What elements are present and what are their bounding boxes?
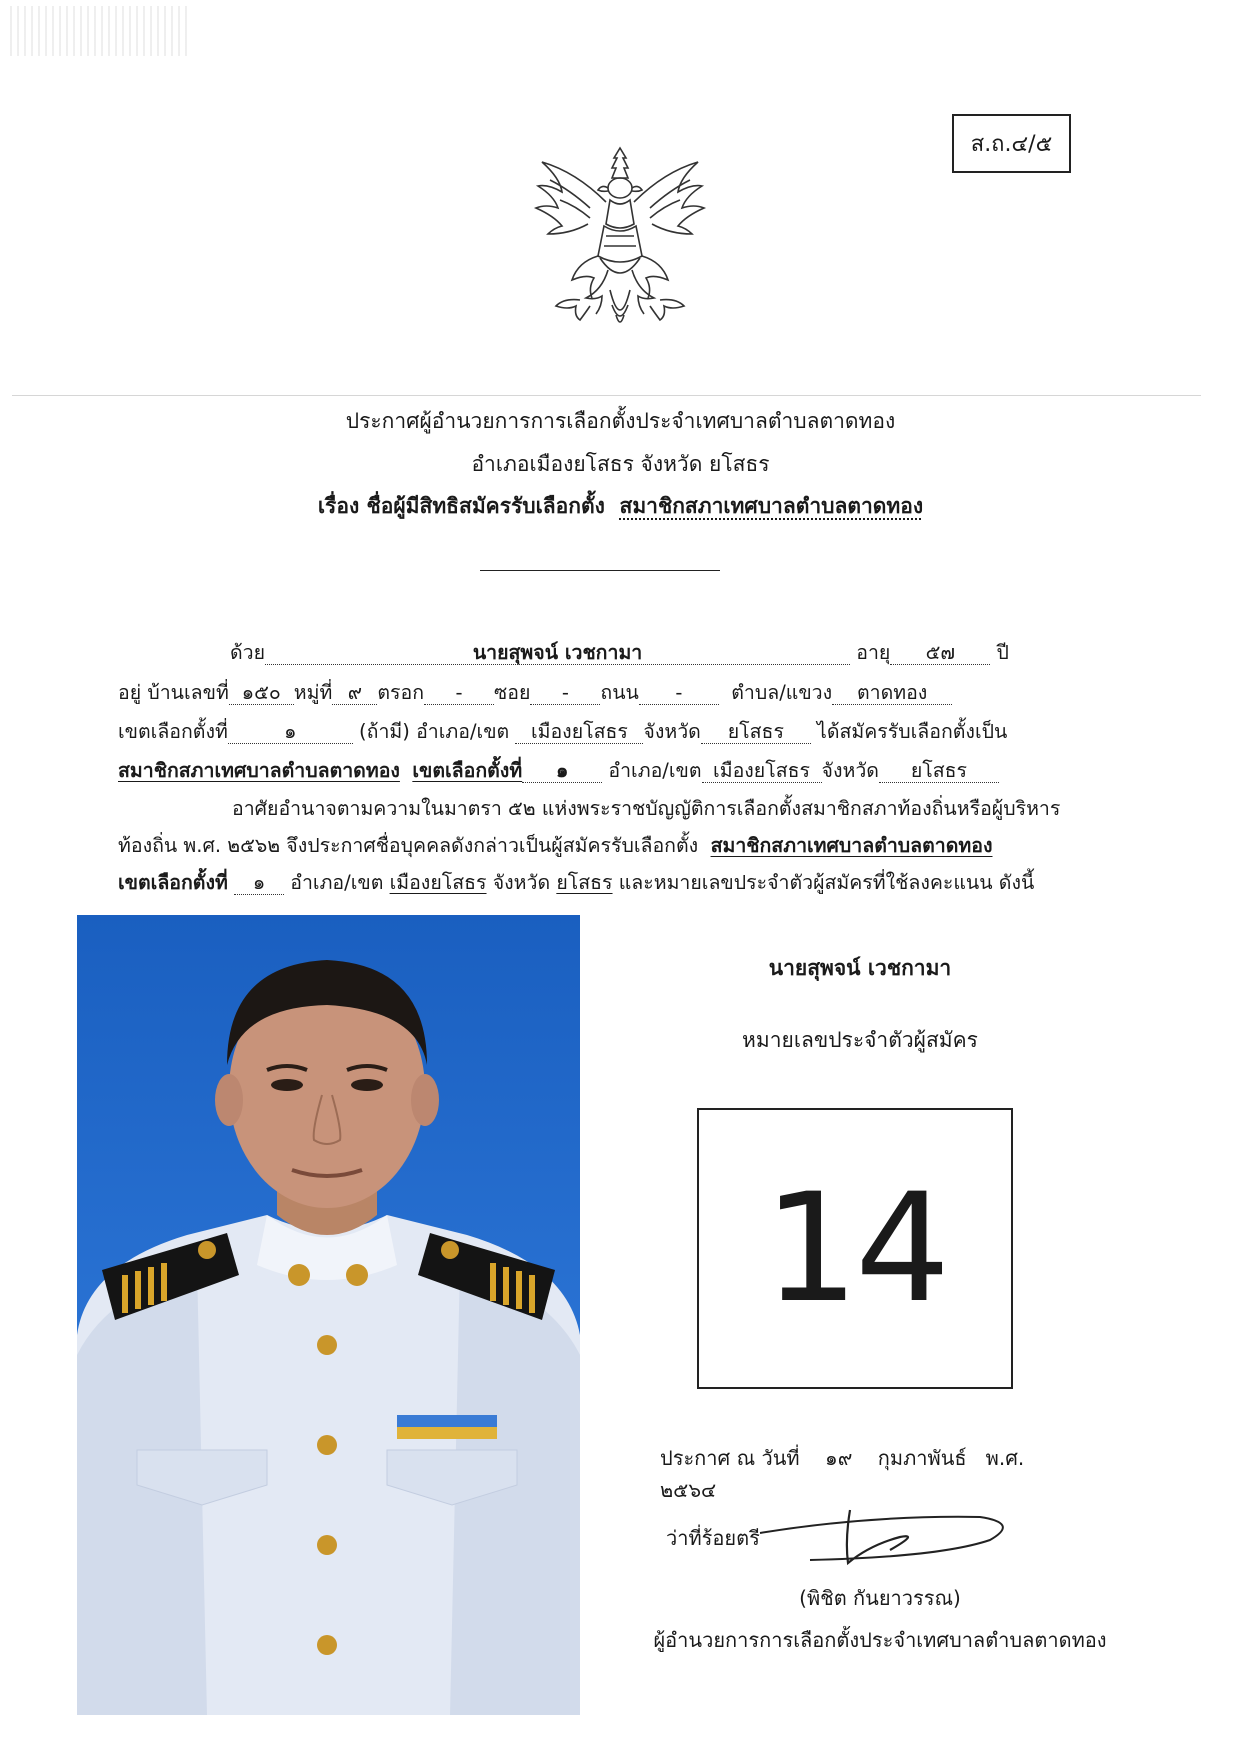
trok-label: ตรอก (377, 681, 425, 704)
amphoe-label: อำเภอ/เขต (608, 759, 702, 782)
subject-value: สมาชิกสภาเทศบาลตำบลตาดทอง (619, 494, 924, 518)
officer-name: (พิชิต กันยาวรรณ) (799, 1586, 961, 1610)
announce-year-label: พ.ศ. (985, 1446, 1025, 1470)
age-field: ๕๗ (890, 642, 990, 665)
scan-line (12, 395, 1201, 396)
electoral-district-field: ๑ (522, 760, 602, 783)
province-label: จังหวัด (643, 720, 701, 743)
scan-artifact (10, 6, 190, 56)
by-label: ด้วย (230, 641, 266, 664)
road-field: - (639, 682, 719, 705)
legal-province-label: จังหวัด (492, 871, 551, 894)
applied-label: ได้สมัครรับเลือกตั้งเป็น (817, 720, 1008, 743)
position-value: สมาชิกสภาเทศบาลตำบลตาดทอง (118, 759, 400, 782)
legal-tail: และหมายเลขประจำตัวผู้สมัครที่ใช้ลงคะแนน ดังนี้ (618, 871, 1035, 894)
announce-month: กุมภาพันธ์ (877, 1446, 967, 1470)
trok-field: - (424, 682, 494, 705)
body-line-3 (118, 716, 1083, 747)
legal-position: สมาชิกสภาเทศบาลตำบลตาดทอง (710, 834, 993, 857)
legal-amphoe-label: อำเภอ/เขต (290, 871, 384, 894)
form-code: ส.ถ.๔/๕ (970, 132, 1053, 157)
header-line-1: ประกาศผู้อำนวยการการเลือกตั้งประจำเทศบาลตำบลตาดทอง (345, 409, 896, 433)
body-line-2 (118, 677, 1083, 708)
candidate-number-label: หมายเลขประจำตัวผู้สมัคร (742, 1028, 978, 1052)
tambon-field: ตาดทอง (832, 682, 952, 705)
body-line-1 (230, 637, 1083, 668)
province-field-2: ยโสธร (879, 760, 999, 783)
moo-label: หมู่ที่ (293, 681, 333, 704)
if-any-label: (ถ้ามี) อำเภอ/เขต (359, 720, 510, 743)
legal-line-2 (118, 830, 1083, 861)
garuda-emblem-icon (520, 140, 720, 340)
candidate-name-field: นายสุพจน์ เวชกามา (265, 642, 850, 665)
candidate-number-box (697, 1108, 1013, 1389)
header-line-2: อำเภอเมืองยโสธร จังหวัด ยโสธร (471, 452, 770, 476)
legal-district-field: ๑ (234, 872, 284, 895)
signature-icon (720, 1495, 1020, 1570)
province-field: ยโสธร (701, 721, 811, 744)
amphoe-field-2: เมืองยโสธร (702, 760, 822, 783)
form-code-box (952, 114, 1071, 173)
officer-position: ผู้อำนวยการการเลือกตั้งประจำเทศบาลตำบลตาดทอง (653, 1628, 1107, 1652)
moo-field: ๙ (332, 682, 377, 705)
legal-amphoe: เมืองยโสธร (389, 871, 487, 894)
announce-day: ๑๙ (825, 1446, 853, 1470)
address-label: อยู่ บ้านเลขที่ (118, 681, 229, 704)
legal-line-2-text: ท้องถิ่น พ.ศ. ๒๕๖๒ จึงประกาศชื่อบุคคลดังกล่าวเป็นผู้สมัครรับเลือกตั้ง (118, 834, 699, 857)
candidate-number: 14 (763, 1161, 947, 1336)
candidate-photo (77, 915, 580, 1715)
province-label-2: จังหวัด (821, 759, 879, 782)
soi-field: - (530, 682, 600, 705)
header-divider (480, 570, 720, 571)
subject-label: เรื่อง ชื่อผู้มีสิทธิสมัครรับเลือกตั้ง (317, 494, 605, 518)
soi-label: ซอย (494, 681, 531, 704)
legal-province: ยโสธร (556, 871, 613, 894)
amphoe-field: เมืองยโสธร (515, 721, 643, 744)
body-line-4 (118, 755, 1083, 786)
electoral-district-label: เขตเลือกตั้งที่ (412, 759, 523, 782)
year-label: ปี (996, 641, 1009, 664)
announce-year: ๒๕๖๔ (660, 1478, 717, 1502)
house-no-field: ๑๕๐ (229, 682, 294, 705)
legal-district-label: เขตเลือกตั้งที่ (118, 871, 228, 894)
legal-line-1: อาศัยอำนาจตามความในมาตรา ๕๒ แห่งพระราชบัญญัติการเลือกตั้งสมาชิกสภาท้องถิ่นหรือผู้บริหาร (232, 797, 1061, 820)
age-label: อายุ (856, 641, 891, 664)
district-no-field: ๑ (228, 721, 353, 744)
road-label: ถนน (600, 681, 639, 704)
candidate-name: นายสุพจน์ เวชกามา (768, 956, 952, 980)
header-subject (0, 490, 1241, 523)
announce-label: ประกาศ ณ วันที่ (660, 1446, 800, 1470)
officer-rank: ว่าที่ร้อยตรี (666, 1526, 760, 1550)
district-no-label: เขตเลือกตั้งที่ (118, 720, 228, 743)
tambon-label: ตำบล/แขวง (731, 681, 833, 704)
legal-line-3 (118, 867, 1083, 898)
